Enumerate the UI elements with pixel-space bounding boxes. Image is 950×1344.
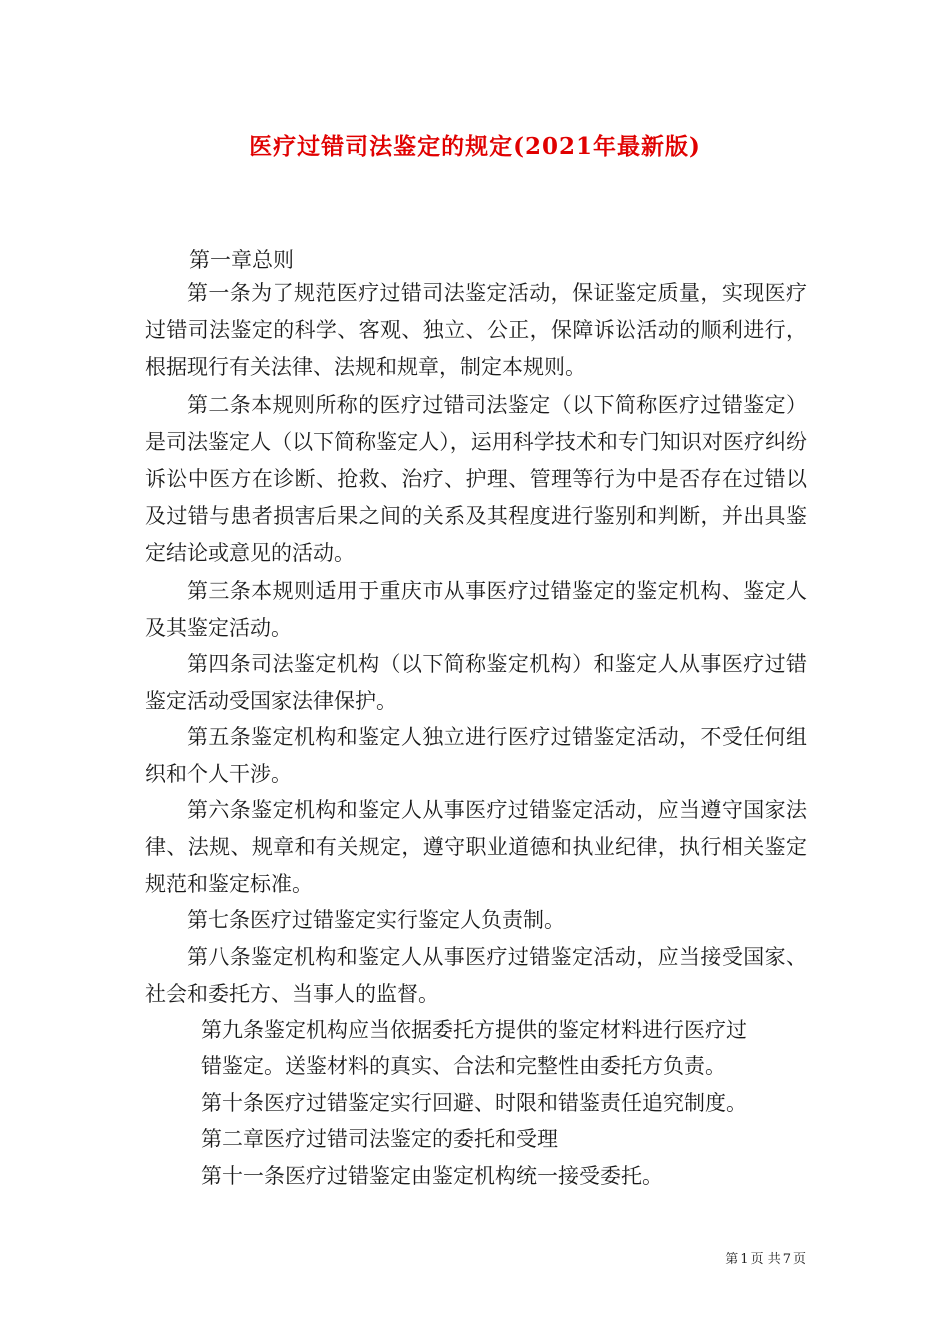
article-11: 第十一条医疗过错鉴定由鉴定机构统一接受委托。 [201,1164,663,1188]
article-9-line-2: 错鉴定。送鉴材料的真实、合法和完整性由委托方负责。 [201,1054,726,1078]
article-5: 第五条鉴定机构和鉴定人独立进行医疗过错鉴定活动，不受任何组织和个人干涉。 [145,725,807,786]
footer-current-page: 1 [740,1252,749,1267]
article-6: 第六条鉴定机构和鉴定人从事医疗过错鉴定活动，应当遵守国家法律、法规、规章和有关规定，遵守职业道德和执业纪律，执行相关鉴定规范和鉴定标准。 [145,798,807,896]
footer-middle: 页 共 [750,1252,781,1267]
article-8: 第八条鉴定机构和鉴定人从事医疗过错鉴定活动，应当接受国家、社会和委托方、当事人的监督。 [145,945,807,1006]
article-1: 第一条为了规范医疗过错司法鉴定活动，保证鉴定质量，实现医疗过错司法鉴定的科学、客观、独立、公正，保障诉讼活动的顺利进行，根据现行有关法律、法规和规章，制定本规则。 [145,281,807,379]
page-number-footer [724,1248,807,1267]
chapter-heading-1: 第一章总则 [189,248,294,272]
chapter-heading-2: 第二章医疗过错司法鉴定的委托和受理 [201,1127,558,1151]
footer-suffix: 页 [792,1252,806,1267]
article-9-line-1: 第九条鉴定机构应当依据委托方提供的鉴定材料进行医疗过 [201,1018,747,1042]
footer-total-pages: 7 [782,1252,791,1267]
document-title: 医疗过错司法鉴定的规定(2021年最新版) [249,133,701,160]
footer-prefix: 第 [725,1252,739,1267]
article-10: 第十条医疗过错鉴定实行回避、时限和错鉴责任追究制度。 [201,1091,747,1115]
article-4: 第四条司法鉴定机构（以下简称鉴定机构）和鉴定人从事医疗过错鉴定活动受国家法律保护。 [145,652,807,713]
article-2: 第二条本规则所称的医疗过错司法鉴定（以下简称医疗过错鉴定）是司法鉴定人（以下简称鉴定人），运用科学技术和专门知识对医疗纠纷诉讼中医方在诊断、抢救、治疗、护理、管理等行为中是否存在过错以及过错与患者损害后果之间的关系及其程度进行鉴别和判断，并出具鉴定结论或意见的活动。 [145,393,807,565]
article-3: 第三条本规则适用于重庆市从事医疗过错鉴定的鉴定机构、鉴定人及其鉴定活动。 [145,579,807,640]
article-7: 第七条医疗过错鉴定实行鉴定人负责制。 [187,908,565,932]
